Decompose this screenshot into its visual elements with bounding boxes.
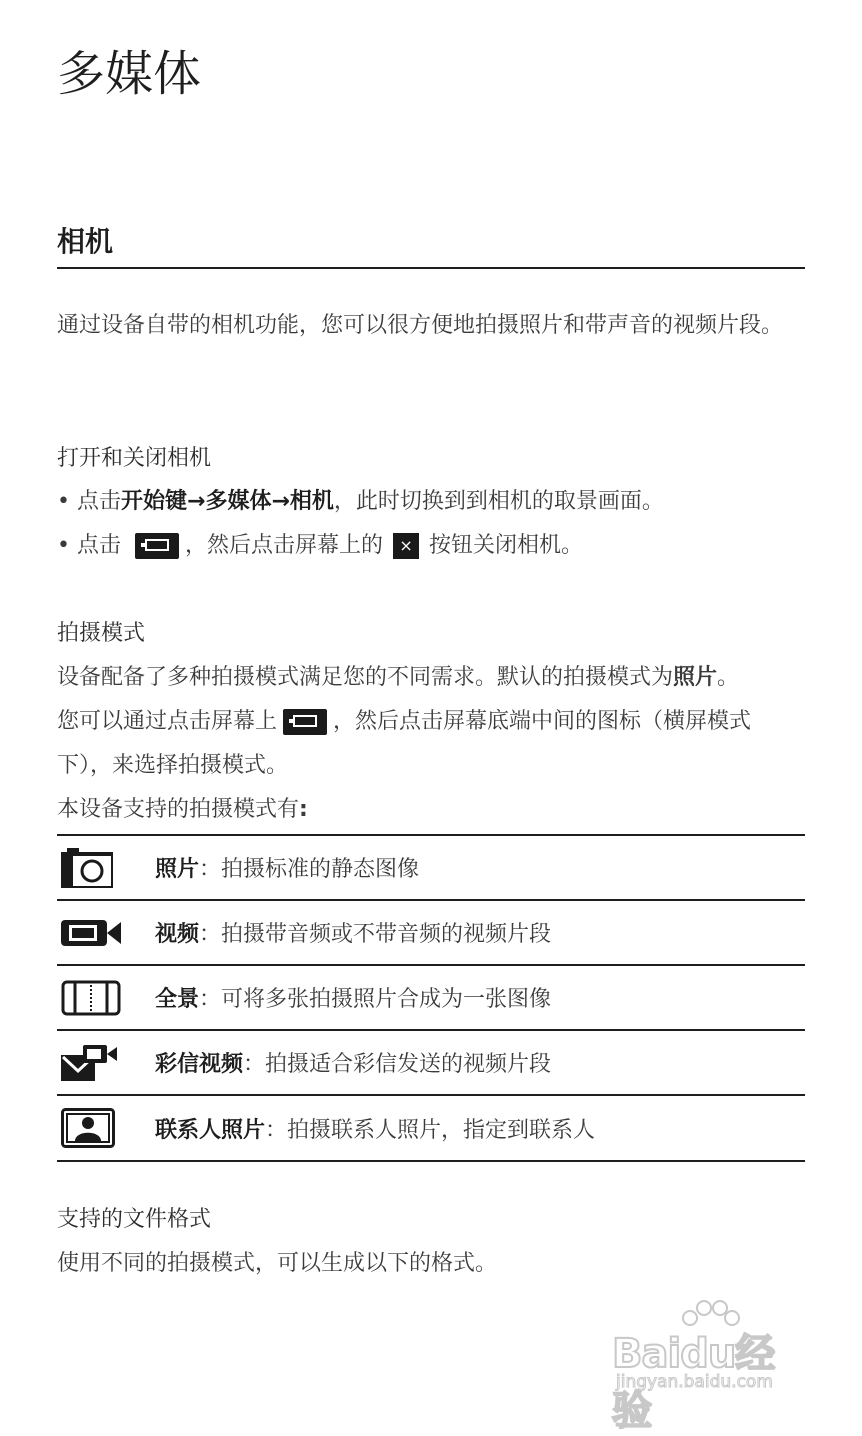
mode-desc-text: ：拍摄联系人照片，指定到联系人	[265, 1117, 596, 1143]
video-camera-icon	[57, 908, 155, 958]
watermark-brand: Baidu经验	[612, 1331, 775, 1434]
mode-desc	[155, 1113, 595, 1144]
section-title: 相机	[57, 225, 114, 258]
mode-desc-text: ：可将多张拍摄照片合成为一张图像	[199, 987, 552, 1012]
bullet1-path: 开始键→多媒体→相机	[121, 489, 334, 514]
table-row	[57, 901, 805, 966]
mms-video-icon	[57, 1038, 155, 1088]
table-row	[57, 1031, 805, 1096]
formats-text: 使用不同的拍摄模式，可以生成以下的格式。	[57, 1251, 498, 1276]
bullet-dot: •	[57, 533, 70, 558]
shoot-modes-table	[57, 834, 805, 1162]
bullet-open-camera	[57, 487, 664, 517]
supported-modes-label	[57, 795, 308, 825]
bullet2-middle: ，然后点击屏幕上的	[185, 533, 384, 558]
section-intro: 通过设备自带的相机功能，您可以很方便地拍摄照片和带声音的视频片段。	[57, 313, 784, 338]
contact-photo-icon	[57, 1103, 155, 1153]
table-row	[57, 966, 805, 1031]
supported-label-text: 本设备支持的拍摄模式有	[57, 797, 300, 822]
para2-text-b: ，然后点击屏幕底端中间的图标（横屏模式下），来选择拍摄模式。	[57, 709, 752, 778]
mode-desc	[155, 1047, 551, 1078]
bullet2-prefix: 点击	[77, 533, 122, 558]
bullet-dot: •	[57, 489, 70, 514]
mode-desc-text: ：拍摄适合彩信发送的视频片段	[243, 1052, 552, 1077]
mode-name: 彩信视频	[155, 1052, 244, 1077]
bullet2-suffix: 按钮关闭相机。	[429, 533, 584, 558]
formats-heading: 支持的文件格式	[57, 1207, 212, 1232]
supported-label-colon: :	[299, 797, 308, 822]
table-row	[57, 1096, 805, 1162]
camera-icon	[57, 843, 155, 893]
para1-text: 设备配备了多种拍摄模式满足您的不同需求。默认的拍摄模式为	[57, 665, 674, 690]
para2-text-a: 您可以通过点击屏幕上	[57, 709, 278, 734]
mode-desc	[155, 917, 551, 948]
bullet-close-camera	[57, 531, 583, 561]
mode-name: 全景	[155, 987, 200, 1012]
panorama-icon	[57, 973, 155, 1023]
screen-key-icon	[135, 533, 179, 559]
mode-desc	[155, 852, 419, 883]
open-close-heading: 打开和关闭相机	[57, 446, 212, 471]
mode-desc-text: ：拍摄标准的静态图像	[199, 857, 420, 882]
section-divider	[57, 267, 805, 269]
mode-name: 照片	[155, 857, 200, 882]
para1-end: 。	[717, 665, 740, 690]
bullet1-suffix: ，此时切换到到相机的取景画面。	[333, 489, 664, 514]
shoot-modes-para1	[57, 663, 739, 693]
baidu-watermark	[612, 1300, 812, 1434]
screen-key-icon	[283, 709, 327, 735]
mode-name: 联系人照片	[155, 1117, 266, 1143]
close-icon: ×	[393, 533, 419, 559]
table-row	[57, 836, 805, 901]
shoot-modes-heading: 拍摄模式	[57, 621, 146, 646]
watermark-url: jingyan.baidu.com	[616, 1372, 773, 1392]
page-title: 多媒体	[57, 46, 202, 102]
default-mode: 照片	[673, 665, 718, 690]
mode-desc	[155, 982, 551, 1013]
mode-name: 视频	[155, 922, 200, 947]
shoot-modes-para2	[57, 700, 797, 788]
mode-desc-text: ：拍摄带音频或不带音频的视频片段	[199, 922, 552, 947]
bullet1-prefix: 点击	[77, 489, 122, 514]
